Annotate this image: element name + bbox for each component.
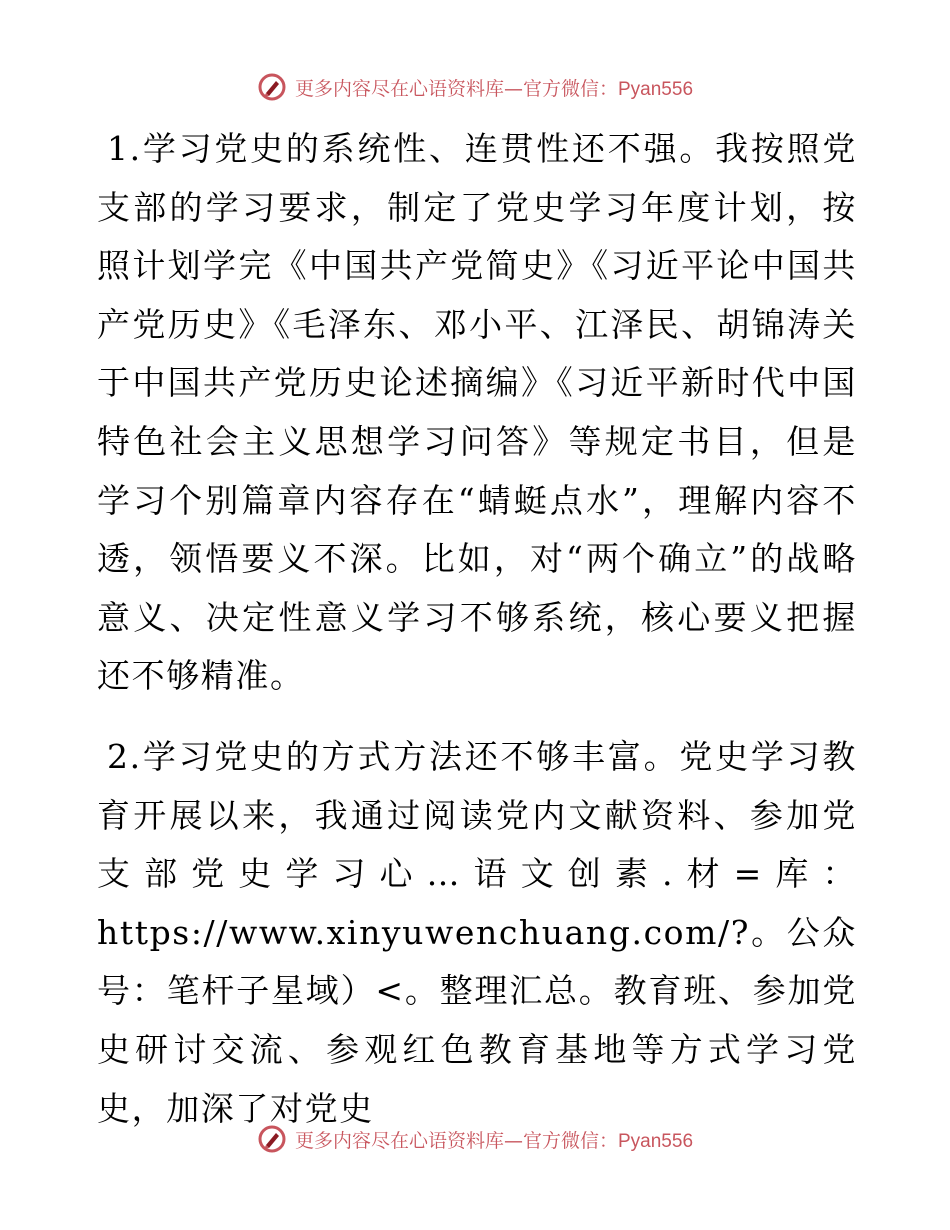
pen-logo-icon	[257, 1124, 287, 1154]
paragraph-2: 2.学习党史的方式方法还不够丰富。党史学习教育开展以来，我通过阅读党内文献资料、参加党支部党史学习心…语文创素.材=库：https://www.xinyuwenchuang.com/?。公众号：笔杆子星域）<。整理汇总。教育班、参加党史研讨交流、参观红色教育基地等方式学习党史，加深了对党史	[97, 736, 857, 1128]
watermark-text: 更多内容尽在心语资料库—官方微信：Pyan556	[294, 1129, 694, 1152]
header-watermark	[0, 72, 950, 102]
pen-logo-icon	[257, 72, 287, 102]
document-body	[97, 120, 857, 1138]
footer-watermark	[0, 1124, 950, 1154]
paragraph-1: 1.学习党史的系统性、连贯性还不强。我按照党支部的学习要求，制定了党史学习年度计划，按照计划学完《中国共产党简史》《习近平论中国共产党历史》《毛泽东、邓小平、江泽民、胡锦涛关于中国共产党历史论述摘编》《习近平新时代中国特色社会主义思想学习问答》等规定书目，但是学习个别篇章内容存在“蜻蜓点水”，理解内容不透，领悟要义不深。比如，对“两个确立”的战略意义、决定性意义学习不够系统，核心要义把握还不够精准。	[97, 129, 857, 696]
watermark-text: 更多内容尽在心语资料库—官方微信：Pyan556	[294, 77, 694, 100]
